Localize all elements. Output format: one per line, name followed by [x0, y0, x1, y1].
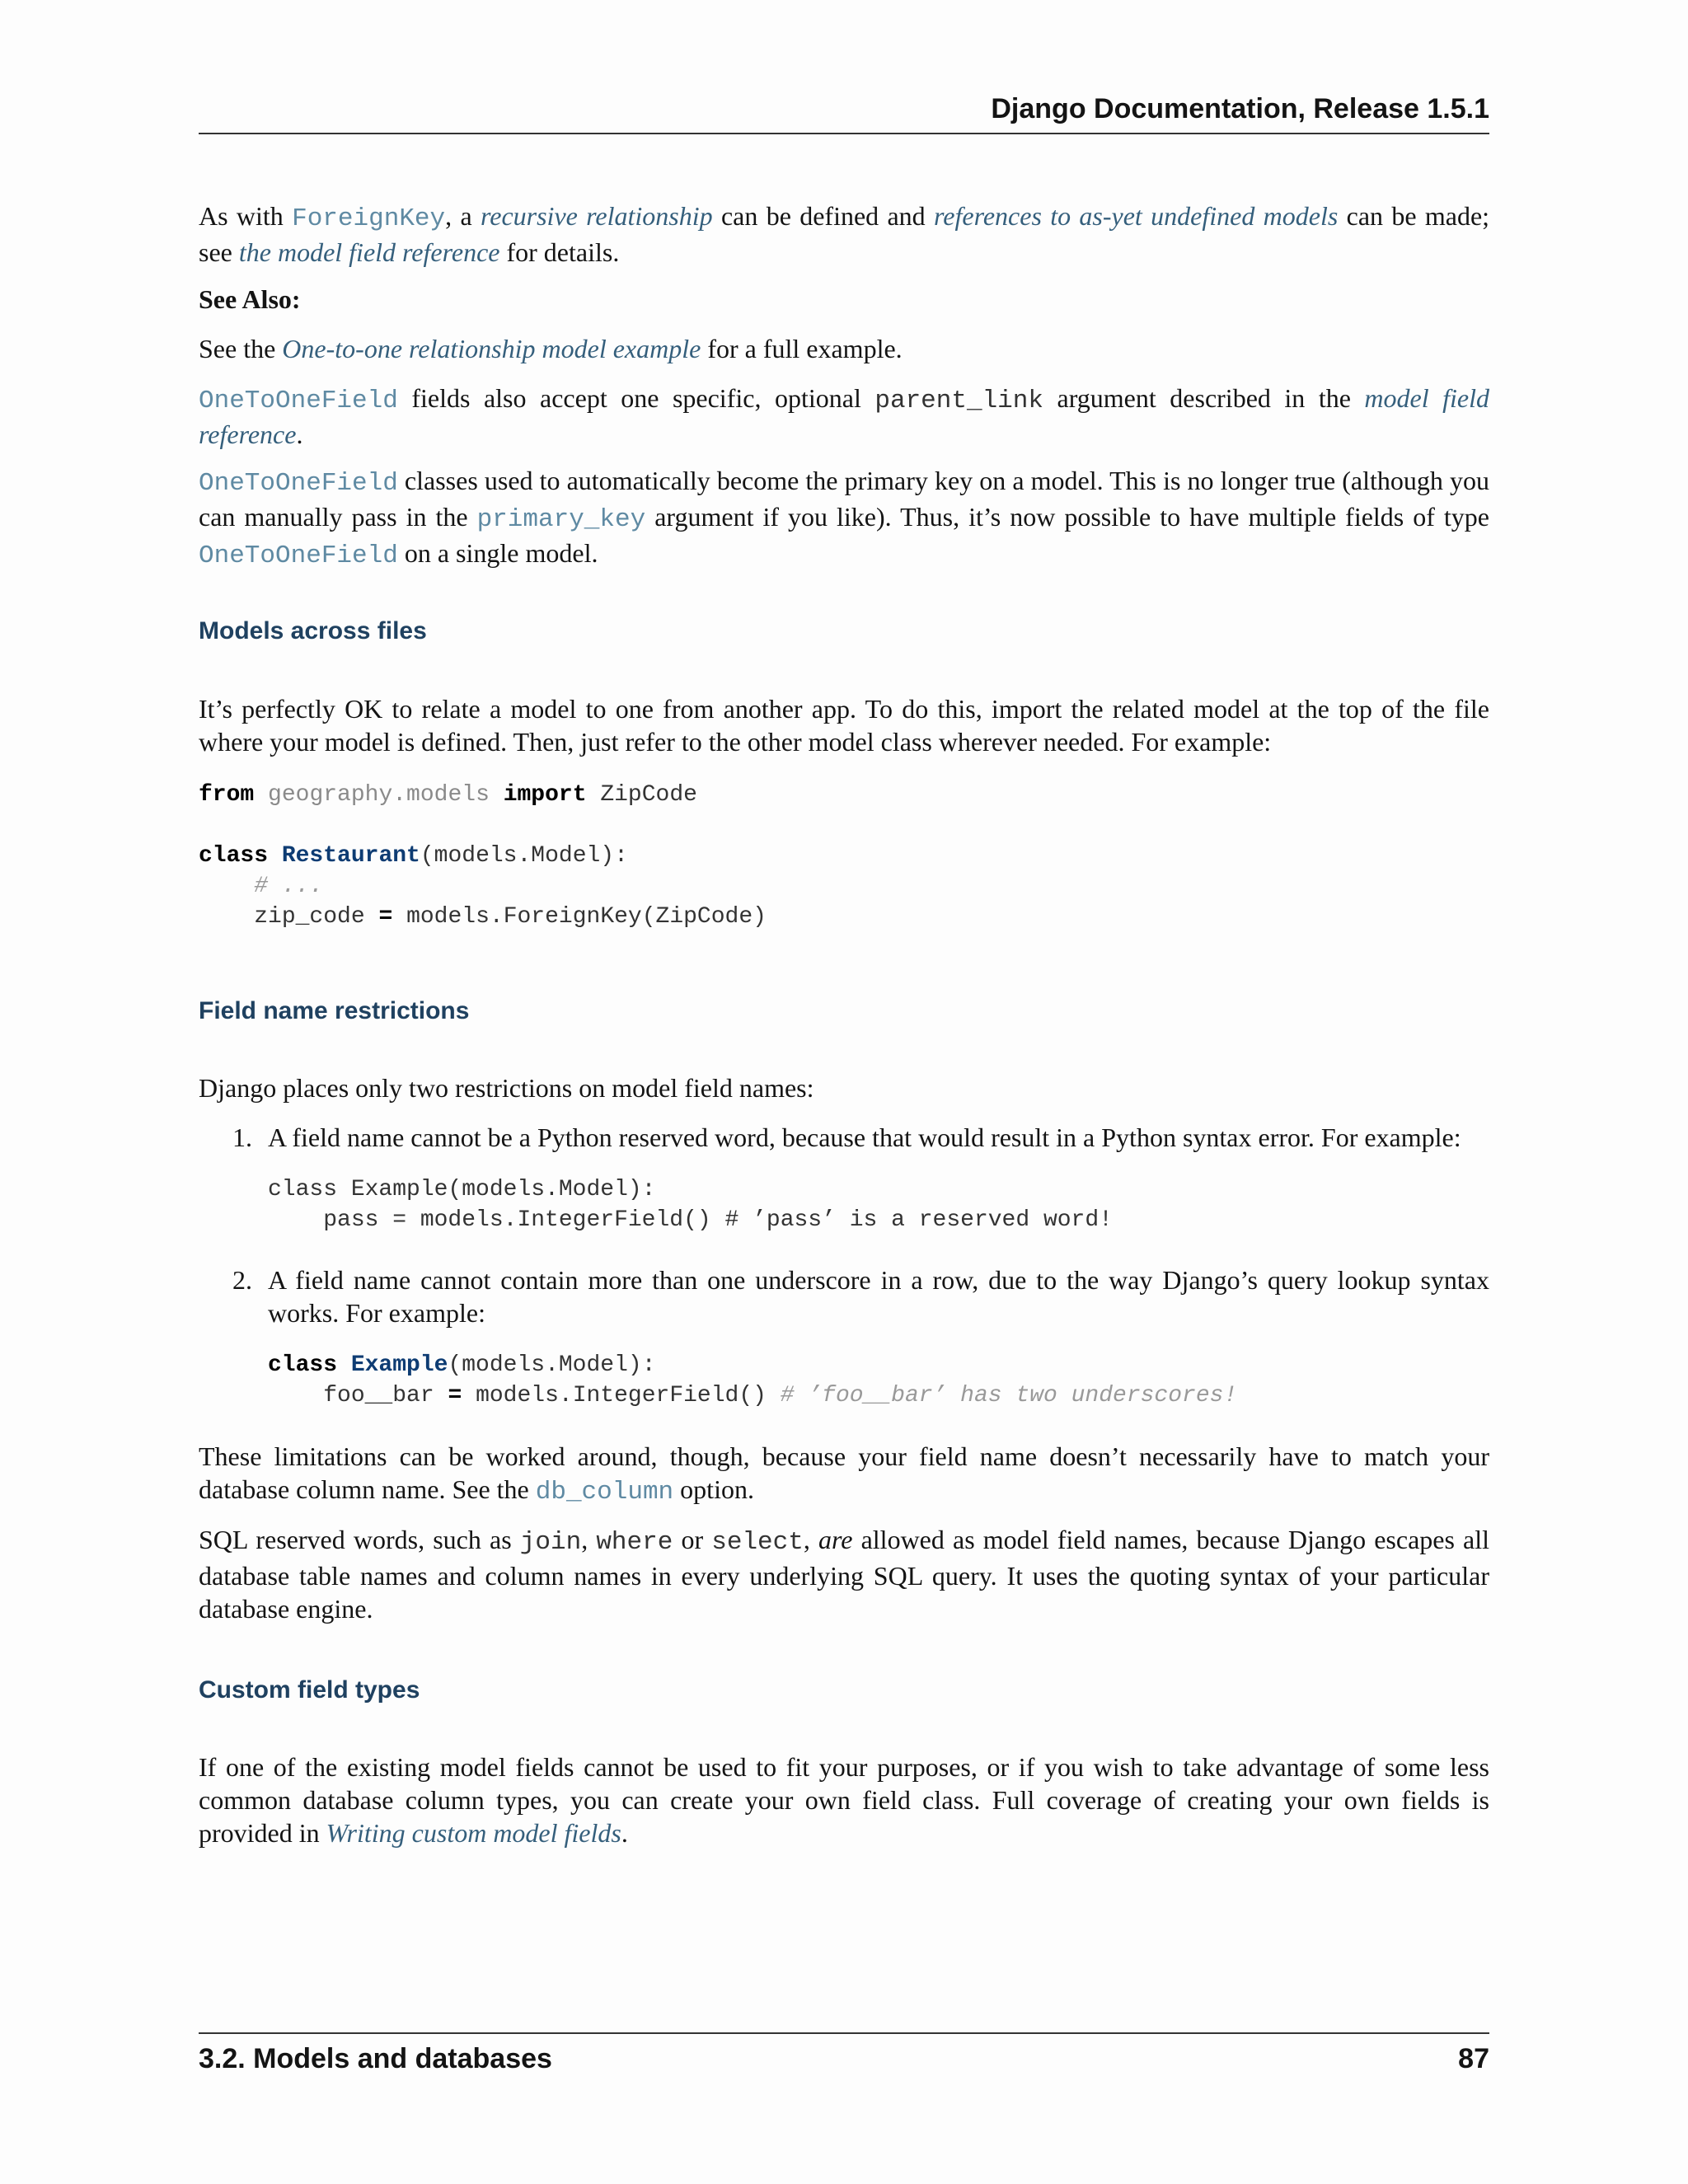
one-to-one-example-link[interactable]: One-to-one relationship model example: [282, 334, 701, 363]
paragraph-primary-key: [199, 464, 1489, 573]
join-code: join: [519, 1528, 582, 1557]
code-token: Example: [350, 1352, 448, 1378]
text: See the: [199, 334, 283, 363]
section-heading-custom-field-types: Custom field types: [199, 1676, 420, 1704]
paragraph-db-column: [199, 1440, 1489, 1509]
text: ,: [803, 1525, 818, 1554]
text: can be defined and: [712, 201, 934, 231]
text: As with: [199, 201, 293, 231]
paragraph-see-example: [199, 332, 1489, 365]
code-token: geography.models: [268, 782, 490, 808]
paragraph-restrictions-intro: Django places only two restrictions on model field names:: [199, 1073, 814, 1103]
text: argument described in the: [1043, 383, 1365, 413]
recursive-relationship-link[interactable]: recursive relationship: [480, 201, 713, 231]
paragraph-custom-fields: [199, 1750, 1489, 1849]
text: or: [673, 1525, 712, 1554]
code-token: Restaurant: [281, 843, 420, 869]
code-token: from: [199, 782, 255, 808]
writing-custom-model-fields-link[interactable]: Writing custom model fields: [326, 1818, 621, 1848]
select-code: select: [711, 1528, 804, 1557]
text: fields also accept one specific, optional: [397, 383, 875, 413]
paragraph-sql-reserved: [199, 1523, 1489, 1625]
code-block-underscore: [268, 1350, 1237, 1411]
undefined-models-link[interactable]: references to as-yet undefined models: [934, 201, 1339, 231]
emphasis: are: [818, 1525, 853, 1554]
code-line: class Example(models.Model):: [268, 1177, 656, 1202]
code-token: (models.Model):: [420, 843, 628, 869]
running-footer: [199, 2032, 1489, 2075]
code-token: # ...: [254, 874, 324, 899]
code-token: ZipCode: [600, 782, 697, 808]
paragraph-parent-link: [199, 382, 1489, 451]
list-item-reserved-word: A field name cannot be a Python reserved word, because that would result in a Python syntax error. For example:: [268, 1122, 1461, 1152]
text: .: [296, 419, 303, 449]
list-item-underscore: A field name cannot contain more than one underscore in a row, due to the way Django’s query lookup syntax works. For example:: [268, 1265, 1489, 1328]
text: option.: [673, 1474, 754, 1504]
code-token: class: [199, 843, 269, 869]
code-line: pass = models.IntegerField() # ’pass’ is a reserved word!: [268, 1207, 1113, 1233]
paragraph-related-model: It’s perfectly OK to relate a model to one from another app. To do this, import the related model at the top of the file where your model is defined. Then, just refer to the other model class wherever needed. For example:: [199, 694, 1489, 757]
where-code: where: [596, 1528, 673, 1557]
text: for a full example.: [701, 334, 903, 363]
code-token: =: [448, 1383, 462, 1408]
text: ,: [581, 1525, 597, 1554]
text: can be made; see: [199, 201, 1490, 267]
code-token: zip_code: [254, 904, 365, 930]
section-heading-models-across-files: Models across files: [199, 617, 427, 644]
code-block-restaurant: [199, 780, 767, 932]
list-item-number: 2.: [232, 1265, 252, 1295]
model-field-reference-link[interactable]: the model field reference: [238, 237, 500, 267]
text: SQL reserved words, such as: [199, 1525, 520, 1554]
model-field-reference-link[interactable]: model field reference: [199, 383, 1490, 449]
parent-link-code: parent_link: [874, 387, 1043, 415]
text: argument if you like). Thus, it’s now possible to have multiple fields of type: [645, 502, 1490, 532]
code-token: class: [268, 1352, 338, 1378]
see-also-label: See Also:: [199, 284, 301, 314]
code-block-reserved-word: [268, 1174, 1113, 1235]
paragraph-foreignkey-note: [199, 199, 1489, 269]
code-token: models.ForeignKey(ZipCode): [406, 904, 767, 930]
onetoonefield-ref[interactable]: OneToOneField: [199, 387, 398, 415]
footer-section: 3.2. Models and databases: [199, 2043, 552, 2074]
code-token: import: [503, 782, 587, 808]
text: for details.: [499, 237, 620, 267]
running-header: Django Documentation, Release 1.5.1: [199, 92, 1489, 134]
text: .: [621, 1818, 628, 1848]
foreignkey-ref[interactable]: ForeignKey: [292, 204, 446, 233]
text: classes used to automatically become the primary key on a model. This is no longer true (although you can manually pass in the: [199, 466, 1489, 532]
text: These limitations can be worked around, though, because your field name doesn’t necessarily have to match your database column name. See the: [199, 1441, 1489, 1504]
text: allowed as model field names, because Django escapes all database table names and column names in every underlying SQL query. It uses the quoting syntax of your particular database engine.: [199, 1525, 1490, 1624]
code-token: models.IntegerField(): [476, 1383, 767, 1408]
list-item-number: 1.: [232, 1122, 252, 1152]
code-token: # ’foo__bar’ has two underscores!: [780, 1383, 1238, 1408]
primary-key-ref[interactable]: primary_key: [476, 505, 646, 534]
onetoonefield-ref[interactable]: OneToOneField: [199, 541, 398, 570]
code-token: =: [378, 904, 393, 930]
code-token: foo__bar: [323, 1383, 434, 1408]
text: on a single model.: [397, 538, 598, 568]
db-column-ref[interactable]: db_column: [535, 1478, 674, 1507]
onetoonefield-ref[interactable]: OneToOneField: [199, 469, 398, 498]
text: If one of the existing model fields cannot be used to fit your purposes, or if you wish to take advantage of some less common database column types, you can create your own field class. Full coverage of creating your own fields is provided in: [199, 1752, 1489, 1848]
section-heading-field-name-restrictions: Field name restrictions: [199, 997, 470, 1024]
text: , a: [445, 201, 481, 231]
page-number: 87: [1458, 2043, 1489, 2074]
code-token: (models.Model):: [448, 1352, 656, 1378]
